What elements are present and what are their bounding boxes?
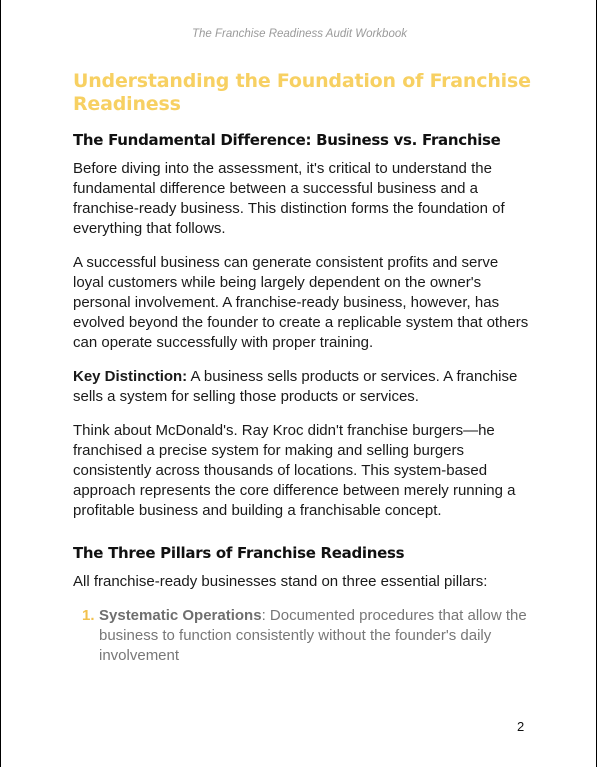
subheading-fundamental-difference: The Fundamental Difference: Business vs. Franchise [73,131,501,149]
key-distinction-label: Key Distinction: [73,368,188,385]
paragraph-mcdonalds: Think about McDonald's. Ray Kroc didn't franchise burgers—he franchised a precise system for making and selling burgers consistently across thousands of locations. This system-based approach represents the core difference between merely running a profitable business and building a franchisable concept. [73,422,516,519]
list-item-term: Systematic Operations [99,607,262,624]
list-item [73,606,533,666]
key-distinction-text: A business sells products or services. A franchise sells a system for selling those products or services. [73,368,518,405]
key-distinction-paragraph [73,367,533,407]
page-number: 2 [517,719,525,734]
pillars-list [73,606,533,666]
list-item-description: : Documented procedures that allow the business to function consistently without the founder's daily involvement [99,607,527,664]
running-header: The Franchise Readiness Audit Workbook [192,28,407,40]
paragraph-successful-business: A successful business can generate consistent profits and serve loyal customers while being largely dependent on the owner's personal involvement. A franchise-ready business, however, has evolved beyond the founder to create a replicable system that others can operate successfully with proper training. [73,254,529,351]
section-title: Understanding the Foundation of Franchise Readiness [73,70,531,115]
page-content [73,70,533,666]
list-item-number: 1. [82,607,95,624]
paragraph-intro: Before diving into the assessment, it's critical to understand the fundamental difference between a successful business and a franchise-ready business. This distinction forms the foundation of everything that follows. [73,160,505,237]
subheading-three-pillars: The Three Pillars of Franchise Readiness [73,544,405,562]
paragraph-pillars-intro: All franchise-ready businesses stand on three essential pillars: [73,573,488,590]
